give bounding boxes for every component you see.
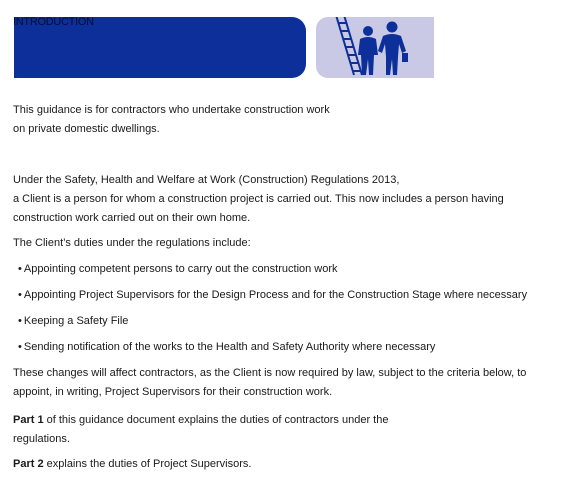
duties-list — [18, 260, 527, 364]
duty-text: Appointing Project Supervisors for the Design Process and for the Construction Stage where necessary — [23, 289, 528, 301]
list-item — [18, 338, 527, 364]
section-title: INTRODUCTION — [13, 16, 94, 28]
part1-text: of this guidance document explains the duties of contractors under the — [43, 414, 389, 426]
bullet-icon: • — [18, 289, 22, 301]
duty-text: Keeping a Safety File — [23, 315, 129, 327]
changes-line-2: appoint, in writing, Project Supervisors for their construction work. — [13, 386, 333, 398]
intro-line-2: on private domestic dwellings. — [13, 123, 160, 135]
part1-label: Part 1 — [13, 414, 44, 426]
part2-paragraph — [13, 455, 251, 474]
part2-label: Part 2 — [13, 458, 44, 470]
bullet-icon: • — [18, 315, 22, 327]
duty-text: Appointing competent persons to carry out the construction work — [23, 263, 338, 275]
duties-intro: The Client’s duties under the regulations include: — [13, 237, 251, 249]
regulations-paragraph — [13, 171, 504, 228]
duty-text: Sending notification of the works to the Health and Safety Authority where necessary — [23, 341, 436, 353]
part1-paragraph — [13, 411, 388, 449]
part2-text: explains the duties of Project Supervisors. — [43, 458, 252, 470]
bullet-icon: • — [18, 341, 22, 353]
changes-paragraph — [13, 364, 526, 402]
list-item — [18, 312, 527, 338]
workers-with-ladder-icon — [316, 17, 434, 78]
part1-text-cont: regulations. — [13, 433, 70, 445]
list-item — [18, 286, 527, 312]
intro-line-1: This guidance is for contractors who undertake construction work — [13, 104, 330, 116]
regulations-line-2: a Client is a person for whom a construction project is carried out. This now includes a person having — [13, 193, 504, 205]
intro-paragraph — [13, 101, 330, 139]
regulations-line-1: Under the Safety, Health and Welfare at Work (Construction) Regulations 2013, — [13, 174, 400, 186]
bullet-icon: • — [18, 263, 22, 275]
list-item — [18, 260, 527, 286]
regulations-line-3: construction work carried out on their own home. — [13, 212, 251, 224]
changes-line-1: These changes will affect contractors, as the Client is now required by law, subject to the criteria below, to — [13, 367, 527, 379]
